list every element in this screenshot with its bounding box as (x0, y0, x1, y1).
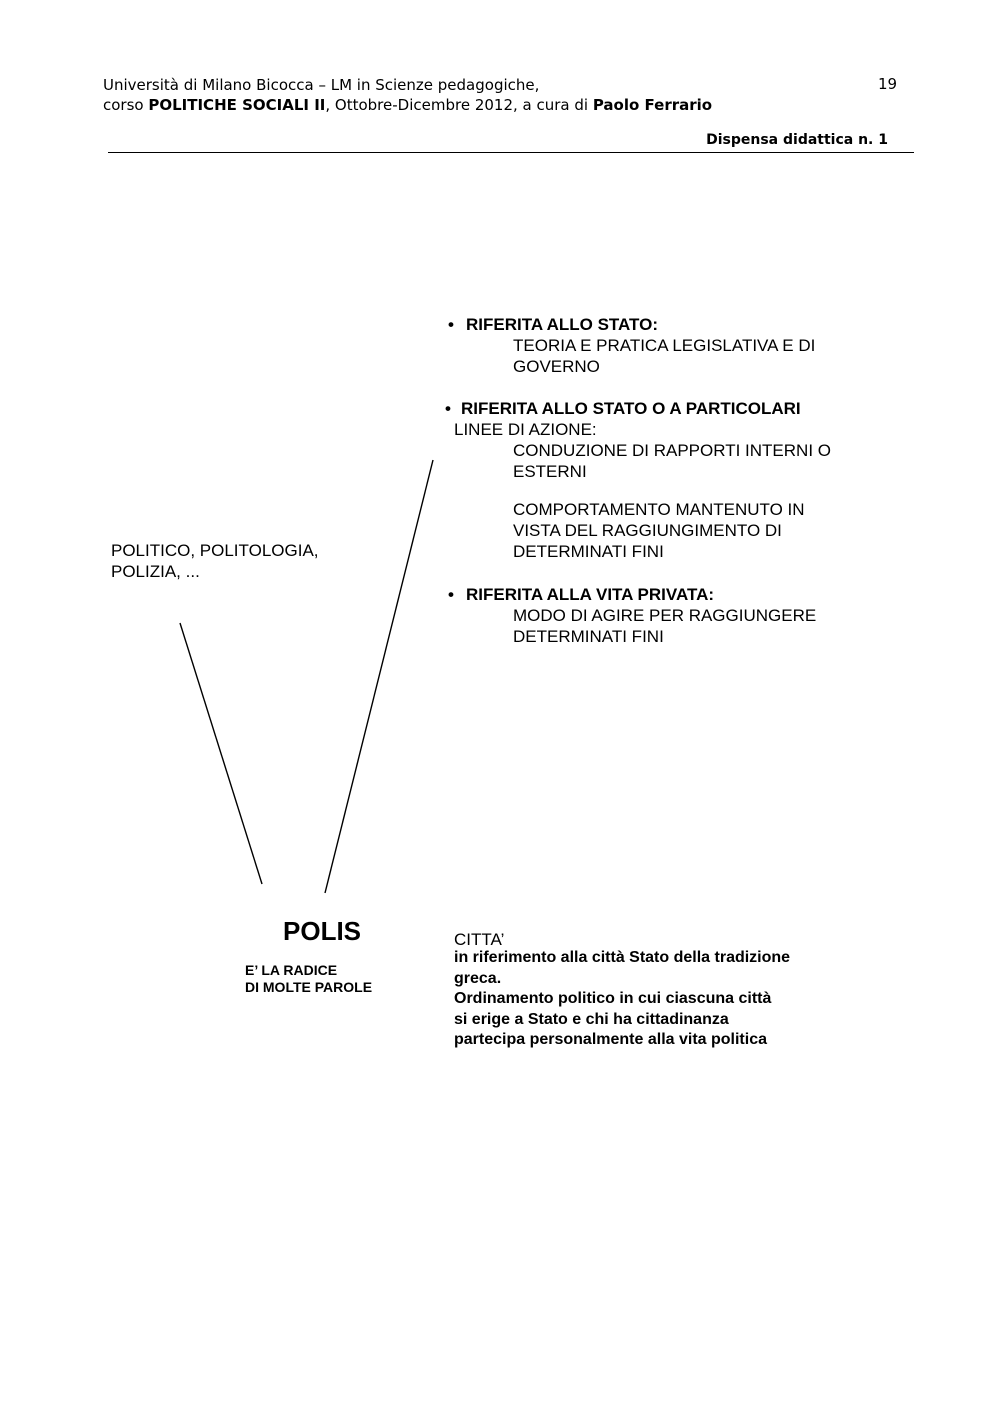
dispensa-label: Dispensa didattica n. 1 (706, 132, 888, 148)
text-line: ESTERNI (513, 462, 587, 481)
header-course-period: , Ottobre-Dicembre 2012, a cura di (325, 96, 593, 114)
text-line: greca. (454, 969, 502, 987)
text-line: partecipa personalmente alla vita politica (454, 1031, 767, 1048)
bullet-private-life-heading: RIFERITA ALLA VITA PRIVATA: (466, 585, 715, 604)
bullet-state-actions-subheading: LINEE DI AZIONE: (454, 420, 597, 439)
bullet-state-actions-description-1 (513, 440, 831, 482)
bullet-state-description (513, 335, 815, 377)
polis-subtitle (245, 962, 372, 996)
text-line: POLIZIA, ... (111, 562, 200, 581)
bullet-state-actions (445, 398, 801, 419)
derived-words (111, 540, 319, 582)
text-line: MODO DI AGIRE PER RAGGIUNGERE (513, 606, 817, 625)
text-line: DI MOLTE PAROLE (245, 979, 373, 995)
citta-definition (454, 948, 790, 1051)
bullet-private-life (448, 584, 715, 605)
bullet-state (448, 314, 659, 335)
header-course-name: POLITICHE SOCIALI II (148, 96, 326, 114)
bullet-state-actions-heading: RIFERITA ALLO STATO O A PARTICOLARI (461, 399, 801, 418)
text-line: E’ LA RADICE (245, 962, 338, 978)
header-course-prefix: corso (103, 96, 149, 114)
left-connector-line (180, 623, 262, 884)
text-line: CONDUZIONE DI RAPPORTI INTERNI O (513, 441, 831, 460)
right-connector-line (325, 460, 433, 893)
bullet-marker: • (448, 315, 454, 334)
header-author: Paolo Ferrario (592, 96, 713, 114)
citta-heading: CITTA’ (454, 930, 505, 949)
text-line: DETERMINATI FINI (513, 627, 664, 646)
text-line: Ordinamento politico in cui ciascuna città (454, 990, 772, 1007)
bullet-marker: • (448, 585, 454, 604)
bullet-marker: • (445, 399, 451, 418)
text-line: POLITICO, POLITOLOGIA, (111, 541, 319, 560)
text-line: COMPORTAMENTO MANTENUTO IN (513, 500, 805, 519)
text-line: TEORIA E PRATICA LEGISLATIVA E DI (513, 336, 816, 355)
page-number: 19 (878, 75, 898, 93)
text-line: in riferimento alla città Stato della tradizione (454, 949, 791, 966)
bullet-private-life-description (513, 605, 816, 647)
header-university: Università di Milano Bicocca – LM in Scienze pedagogiche, (103, 76, 540, 94)
polis-title: POLIS (283, 916, 362, 946)
text-line: DETERMINATI FINI (513, 542, 664, 561)
bullet-state-heading: RIFERITA ALLO STATO: (466, 315, 659, 334)
bullet-state-actions-description-2 (513, 499, 805, 562)
text-line: si erige a Stato e chi ha cittadinanza (454, 1010, 729, 1028)
text-line: GOVERNO (513, 357, 600, 376)
text-line: VISTA DEL RAGGIUNGIMENTO DI (513, 521, 782, 540)
